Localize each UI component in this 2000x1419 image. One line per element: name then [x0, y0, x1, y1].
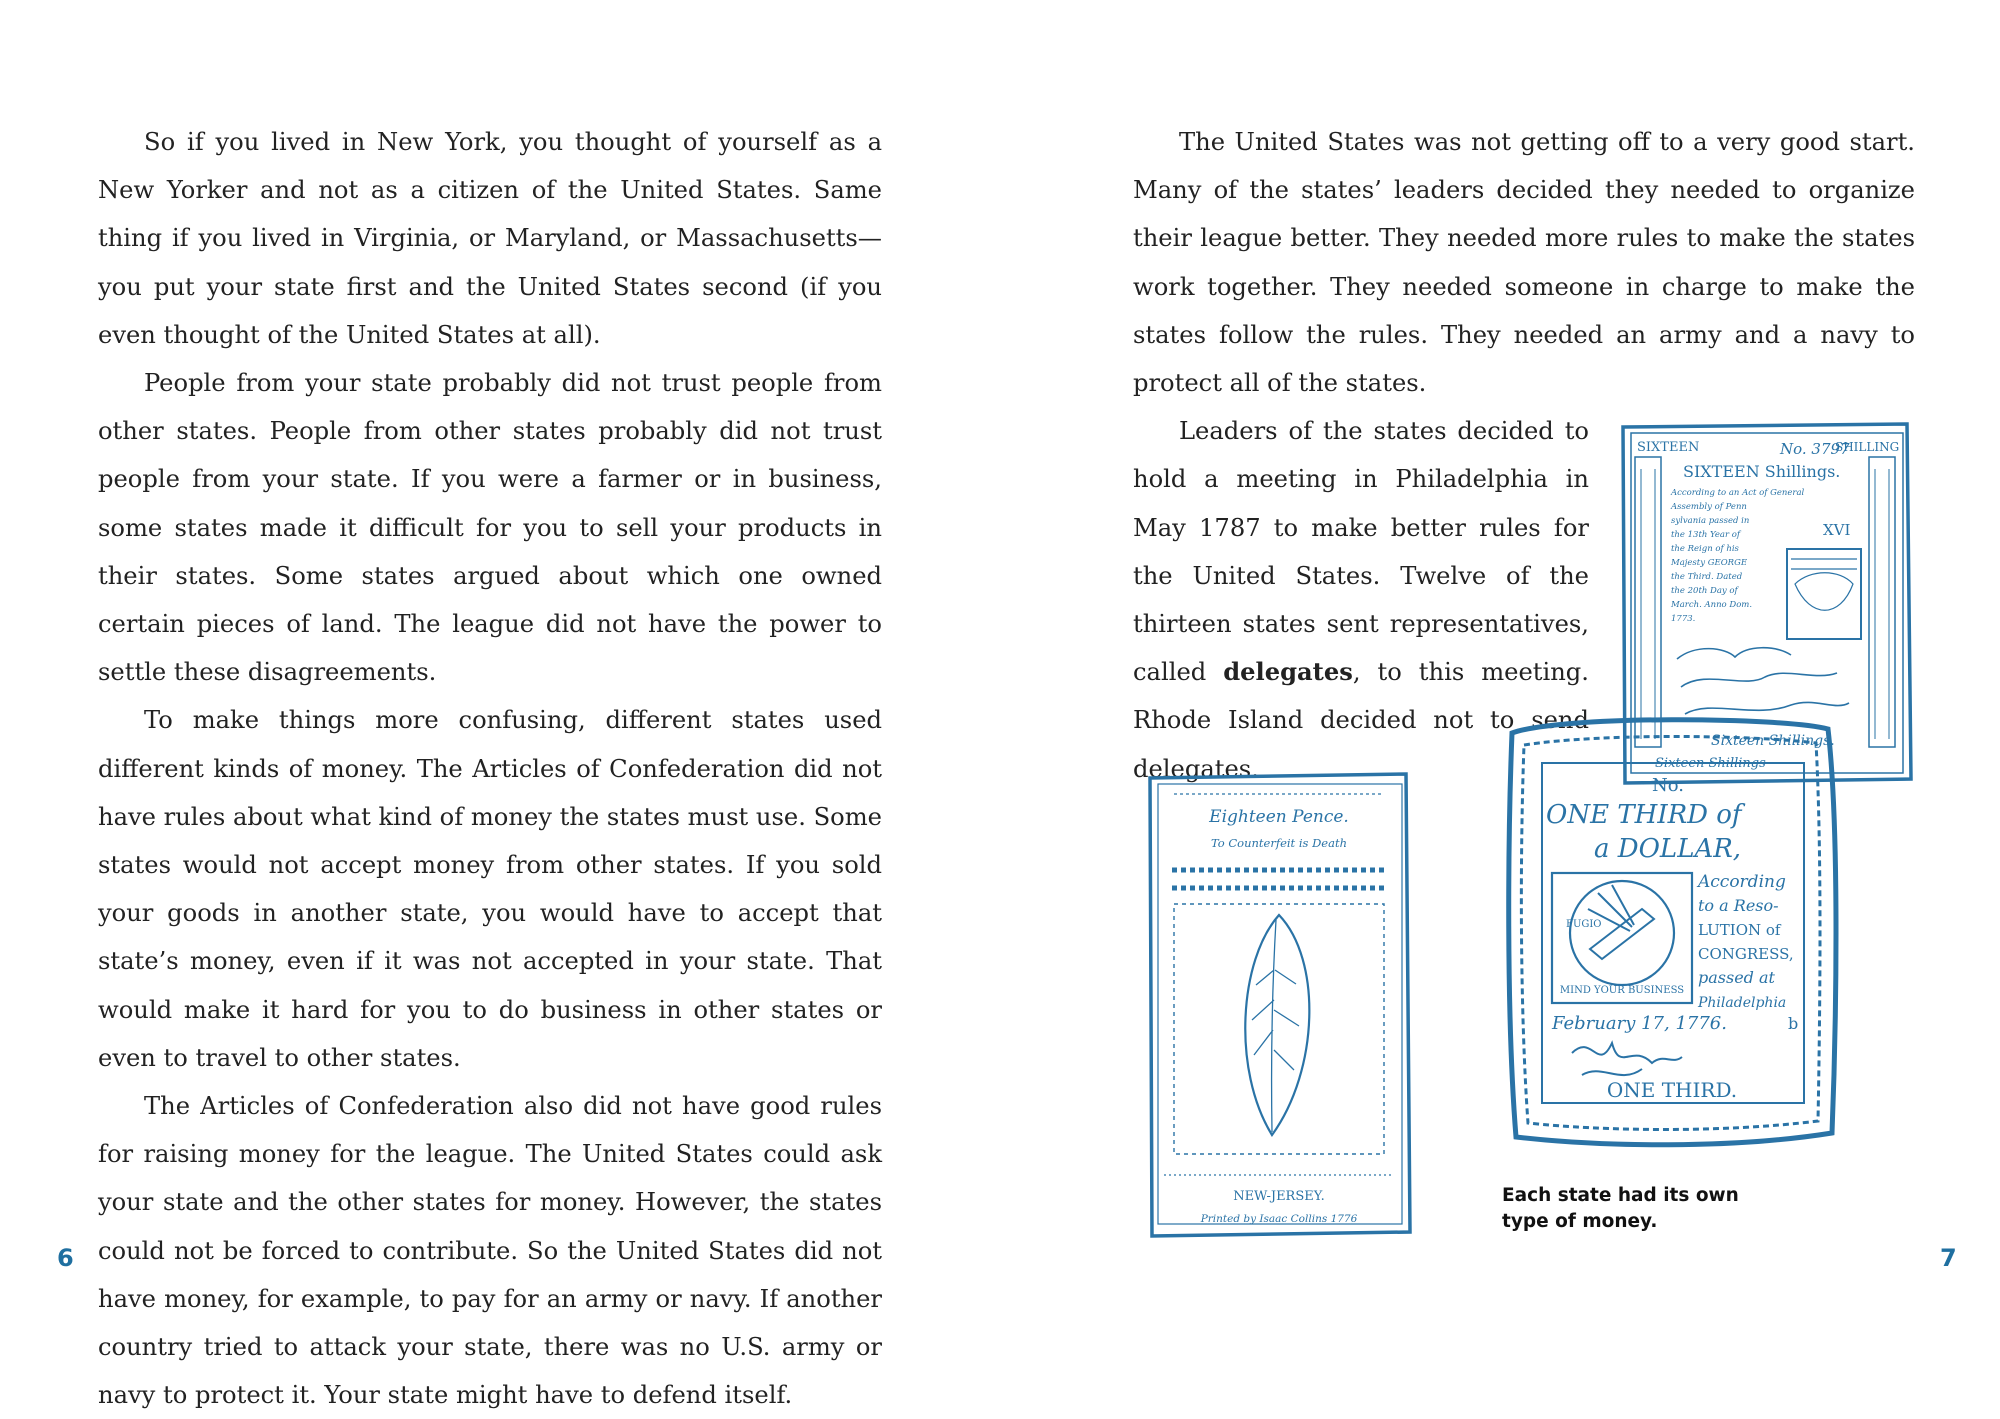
bill-sixteen-top-left: SIXTEEN	[1637, 440, 1700, 456]
bill-sixteen-heading: SIXTEEN Shillings.	[1683, 462, 1841, 482]
bill-dollar-resolution-4: CONGRESS,	[1698, 945, 1794, 963]
bill-dollar-motto: MIND YOUR BUSINESS	[1559, 985, 1685, 996]
bill-sixteen-line-1: According to an Act of General	[1671, 488, 1805, 499]
bill-sixteen-line-2: Assembly of Penn	[1671, 502, 1747, 513]
bill-dollar-line-2: a DOLLAR,	[1594, 834, 1742, 864]
one-third-dollar-bill-illustration	[1502, 713, 1842, 1151]
right-paragraph-2-start: Leaders of the states decided to hold a meeting in Philadelphia in May 1787 to make better rules for the United States. Twelve of the thirteen states sent representatives, called	[1133, 417, 1589, 687]
bill-sixteen-footer: Sixteen Shillings.	[1711, 733, 1835, 750]
bill-sixteen-line-10: 1773.	[1671, 614, 1696, 625]
right-paragraph-1-text: The United States was not getting off to a very good start. Many of the states’ leaders decided they needed to organize their league better. They needed more rules to make the states work together. They needed someone in charge to make the states follow the rules. They needed an army and a navy to protect all of the states.	[1133, 128, 1915, 398]
bill-sixteen-roman: XVI	[1823, 521, 1851, 540]
bill-dollar-fugio: FUGIO	[1566, 919, 1602, 930]
bill-dollar-bottom: ONE THIRD.	[1606, 1078, 1738, 1102]
bill-dollar-date: February 17, 1776.	[1552, 1013, 1727, 1034]
bill-jersey-subtitle: To Counterfeit is Death	[1211, 836, 1347, 850]
bill-jersey-footer-1: NEW-JERSEY.	[1233, 1189, 1325, 1204]
bill-sixteen-line-8: the 20th Day of	[1671, 586, 1738, 597]
page-number-left: 6	[57, 1244, 74, 1272]
bill-dollar-resolution-2: to a Reso-	[1698, 896, 1779, 915]
bill-dollar-resolution-1: According	[1698, 872, 1786, 892]
bill-dollar-letter: b	[1788, 1014, 1799, 1033]
money-caption: Each state had its own type of money.	[1502, 1185, 1739, 1232]
right-paragraph-2-end: , to this meeting. Rhode Island decided not to send delegates.	[1133, 658, 1589, 783]
left-page-text	[98, 118, 882, 1419]
delegates-term: delegates	[1223, 657, 1353, 687]
bill-sixteen-bottom: Sixteen Shillings	[1655, 756, 1766, 772]
bill-jersey-footer-2: Printed by Isaac Collins 1776	[1200, 1213, 1358, 1225]
bill-sixteen-number: No. 3797	[1780, 440, 1850, 459]
bill-sixteen-line-4: the 13th Year of	[1671, 530, 1741, 541]
right-page-text	[1133, 118, 1915, 795]
bill-dollar-number: No.	[1652, 775, 1684, 796]
bill-sixteen-line-9: March. Anno Dom.	[1671, 600, 1753, 611]
bill-dollar-resolution-3: LUTION of	[1698, 921, 1781, 939]
page-number-right: 7	[1940, 1244, 1957, 1272]
bill-dollar-resolution-5: passed at	[1698, 968, 1775, 987]
left-paragraph-1: So if you lived in New York, you thought of yourself as a New Yorker and not as a citizen of the United States. Same thing if you lived in Virginia, or Maryland, or Massachusetts—you put your state first and the United States second (if you even thought of the United States at all).	[98, 128, 882, 349]
bill-dollar-line-1: ONE THIRD of	[1546, 800, 1742, 830]
bill-sixteen-line-7: the Third. Dated	[1671, 572, 1743, 583]
bill-sixteen-line-6: Majesty GEORGE	[1671, 558, 1748, 569]
bill-jersey-title: Eighteen Pence.	[1209, 807, 1349, 827]
left-paragraph-3: To make things more confusing, different states used different kinds of money. The Articles of Confederation did not have rules about what kind of money the states must use. Some states would not accept money from other states. If you sold your goods in another state, you would have to accept that state’s money, even if it was not accepted in your state. That would make it hard for you to do business in other states or even to travel to other states.	[98, 706, 882, 1072]
left-paragraph-4: The Articles of Confederation also did not have good rules for raising money for the league. The United States could ask your state and the other states for money. However, the states could not be forced to contribute. So the United States did not have money, for example, to pay for an army or navy. If another country tried to attack your state, there was no U.S. army or navy to protect it. Your state might have to defend itself.	[98, 1092, 882, 1410]
bill-sixteen-top-right: SHILLING	[1835, 440, 1900, 455]
bill-sixteen-line-5: the Reign of his	[1671, 544, 1739, 555]
left-paragraph-2: People from your state probably did not trust people from other states. People from other states probably did not trust people from your state. If you were a farmer or in business, some states made it difficult for you to sell your products in their states. Some states argued about which one owned certain pieces of land. The league did not have the power to settle these disagreements.	[98, 369, 882, 687]
right-paragraph-1	[1133, 118, 1915, 407]
new-jersey-eighteen-pence-bill-illustration	[1144, 770, 1414, 1240]
bill-sixteen-line-3: sylvania passed in	[1671, 516, 1750, 527]
bill-dollar-resolution-6: Philadelphia	[1698, 995, 1787, 1011]
